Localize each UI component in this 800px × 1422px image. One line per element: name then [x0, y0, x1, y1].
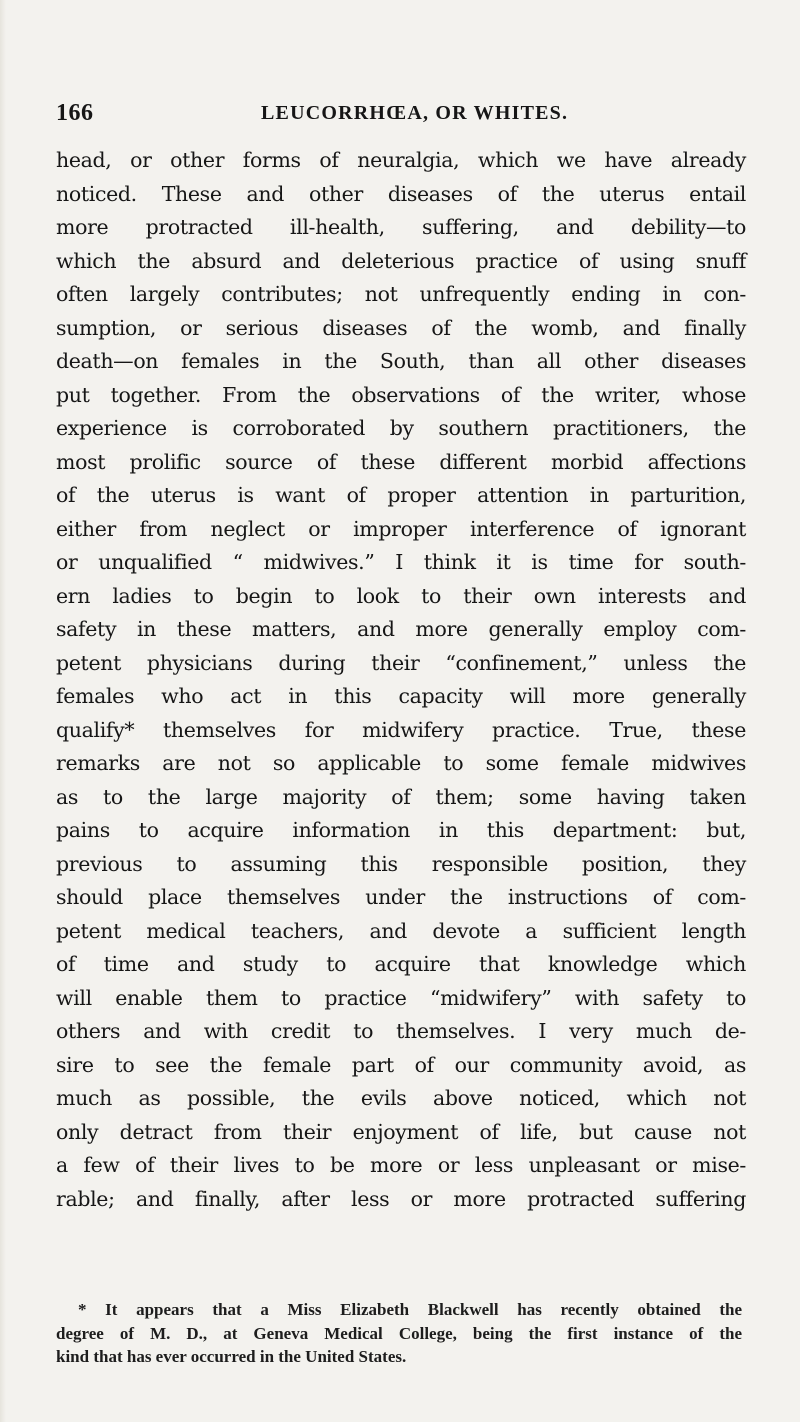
text-line: rable; and finally, after less or more protracted suffering	[56, 1186, 746, 1211]
text-line: safety in these matters, and more generally employ com-	[56, 617, 746, 641]
text-line: petent medical teachers, and devote a sufficient length	[56, 918, 746, 943]
text-line: of the uterus is want of proper attention in parturition,	[56, 483, 746, 507]
text-line: most prolific source of these different morbid affections	[56, 449, 746, 474]
text-line: sumption, or serious diseases of the womb, and finally	[56, 315, 746, 340]
text-line: put together. From the observations of the writer, whose	[56, 382, 746, 407]
text-line: often largely contributes; not unfrequently ending in con-	[56, 282, 746, 306]
text-line: petent physicians during their “confinement,” unless the	[56, 650, 746, 675]
text-line: experience is corroborated by southern practitioners, the	[56, 416, 746, 440]
text-line: will enable them to practice “midwifery” with safety to	[56, 985, 746, 1010]
text-line: much as possible, the evils above noticed, which not	[56, 1086, 746, 1110]
footnote	[56, 1298, 742, 1369]
text-line: ern ladies to begin to look to their own interests and	[56, 583, 746, 608]
page-edge-shadow	[0, 0, 6, 1422]
text-line: qualify* themselves for midwifery practice. True, these	[56, 717, 746, 742]
footnote-line: kind that has ever occurred in the United States.	[56, 1347, 407, 1366]
text-line: only detract from their enjoyment of life, but cause not	[56, 1119, 746, 1144]
footnote-line: degree of M. D., at Geneva Medical College, being the first instance of the	[56, 1323, 742, 1343]
text-line: sire to see the female part of our community avoid, as	[56, 1052, 746, 1077]
text-line: of time and study to acquire that knowledge which	[56, 952, 746, 976]
page-header	[56, 100, 746, 132]
footnote-line: * It appears that a Miss Elizabeth Blackwell has recently obtained the	[78, 1300, 742, 1319]
text-line: should place themselves under the instructions of com-	[56, 885, 746, 909]
running-head: LEUCORRHŒA, OR WHITES.	[261, 102, 569, 124]
text-line: either from neglect or improper interference of ignorant	[56, 516, 746, 541]
text-line: previous to assuming this responsible position, they	[56, 851, 746, 876]
text-line: which the absurd and deleterious practice of using snuff	[56, 248, 746, 273]
text-line: pains to acquire information in this department: but,	[56, 818, 746, 842]
text-line: remarks are not so applicable to some female midwives	[56, 751, 746, 775]
text-line: death—on females in the South, than all other diseases	[56, 349, 746, 373]
text-line: noticed. These and other diseases of the uterus entail	[56, 181, 746, 206]
text-line: more protracted ill-health, suffering, and debility—to	[56, 215, 746, 239]
text-line: head, or other forms of neuralgia, which we have already	[56, 148, 746, 172]
page-number: 166	[56, 100, 94, 126]
text-line: or unqualified “ midwives.” I think it is time for south-	[56, 550, 746, 574]
body-text	[56, 144, 746, 1216]
text-line: females who act in this capacity will more generally	[56, 684, 746, 708]
text-line: as to the large majority of them; some having taken	[56, 784, 746, 809]
text-line: others and with credit to themselves. I very much de-	[56, 1019, 746, 1043]
text-line: a few of their lives to be more or less unpleasant or mise-	[56, 1153, 746, 1177]
